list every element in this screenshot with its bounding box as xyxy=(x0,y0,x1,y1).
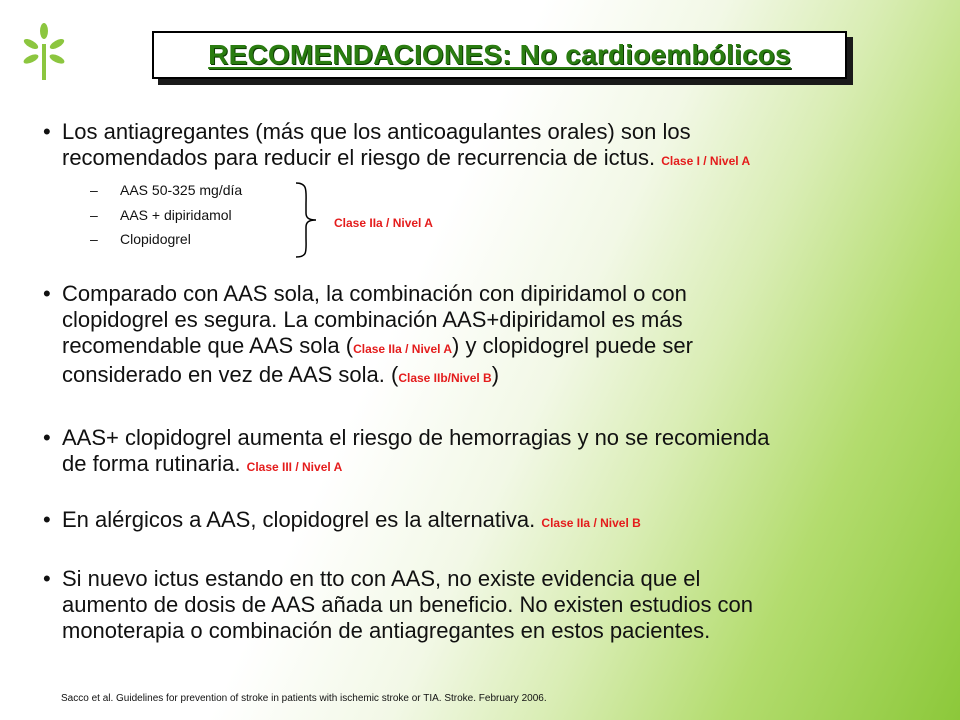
bullet-5-line-3: monoterapia o combinación de antiagregantes en estos pacientes. xyxy=(62,618,711,643)
evidence-tag: Clase I / Nivel A xyxy=(661,154,751,168)
sub-items-evidence-tag: Clase IIa / Nivel A xyxy=(334,216,433,230)
bullet-3-text: de forma rutinaria. xyxy=(62,451,241,476)
bullet-4-line-1 xyxy=(62,507,942,536)
bullet-2-text: ) y clopidogrel puede ser xyxy=(452,333,693,358)
bullet-marker: • xyxy=(43,119,51,144)
bullet-marker: • xyxy=(43,281,51,306)
bullet-5-line-2: aumento de dosis de AAS añada un beneficio. No existen estudios con xyxy=(62,592,754,617)
evidence-tag: Clase IIa / Nivel B xyxy=(541,516,641,530)
sub-item-aas-dipiridamol: AAS + dipiridamol xyxy=(120,207,232,223)
citation-footnote: Sacco et al. Guidelines for prevention of stroke in patients with ischemic stroke or TIA. Stroke. February 2006. xyxy=(61,693,547,704)
bullet-marker: • xyxy=(43,566,51,591)
dash-marker: – xyxy=(90,231,98,247)
page-title: RECOMENDACIONES: No cardioembólicos xyxy=(208,39,791,70)
bullet-3-line-1: AAS+ clopidogrel aumenta el riesgo de hemorragias y no se recomienda xyxy=(62,425,770,450)
evidence-tag: Clase IIb/Nivel B xyxy=(398,371,492,385)
bullet-4 xyxy=(62,507,942,536)
bullet-1-text: recomendados para reducir el riesgo de recurrencia de ictus. xyxy=(62,145,656,170)
bullet-2-text: considerado en vez de AAS sola. ( xyxy=(62,362,399,387)
bullet-1-line-2 xyxy=(62,145,942,174)
dash-marker: – xyxy=(90,207,98,223)
sub-item-aas: AAS 50-325 mg/día xyxy=(120,182,243,198)
bullet-1-line-1: Los antiagregantes (más que los anticoagulantes orales) son los xyxy=(62,119,691,144)
evidence-tag: Clase IIa / Nivel A xyxy=(353,342,453,356)
bullet-2-line-4 xyxy=(62,362,942,391)
evidence-tag: Clase III / Nivel A xyxy=(246,460,343,474)
bullet-2-text: ) xyxy=(491,362,500,387)
dash-marker: – xyxy=(90,182,98,198)
bullet-2-line-2: clopidogrel es segura. La combinación AAS+dipiridamol es más xyxy=(62,307,683,332)
right-brace-icon xyxy=(294,181,318,259)
bullet-2-text: recomendable que AAS sola ( xyxy=(62,333,354,358)
bullet-3-line-2 xyxy=(62,451,942,480)
bullet-3 xyxy=(62,425,942,480)
bullet-5 xyxy=(62,566,942,644)
bullet-5-line-1: Si nuevo ictus estando en tto con AAS, no existe evidencia que el xyxy=(62,566,701,591)
bullet-2-line-3 xyxy=(62,333,942,362)
bullet-marker: • xyxy=(43,425,51,450)
bullet-1 xyxy=(62,119,942,174)
sub-item-clopidogrel: Clopidogrel xyxy=(120,231,191,247)
bullet-2 xyxy=(62,281,942,391)
bullet-4-text: En alérgicos a AAS, clopidogrel es la alternativa. xyxy=(62,507,536,532)
bullet-marker: • xyxy=(43,507,51,532)
bullet-2-line-1: Comparado con AAS sola, la combinación con dipiridamol o con xyxy=(62,281,687,306)
